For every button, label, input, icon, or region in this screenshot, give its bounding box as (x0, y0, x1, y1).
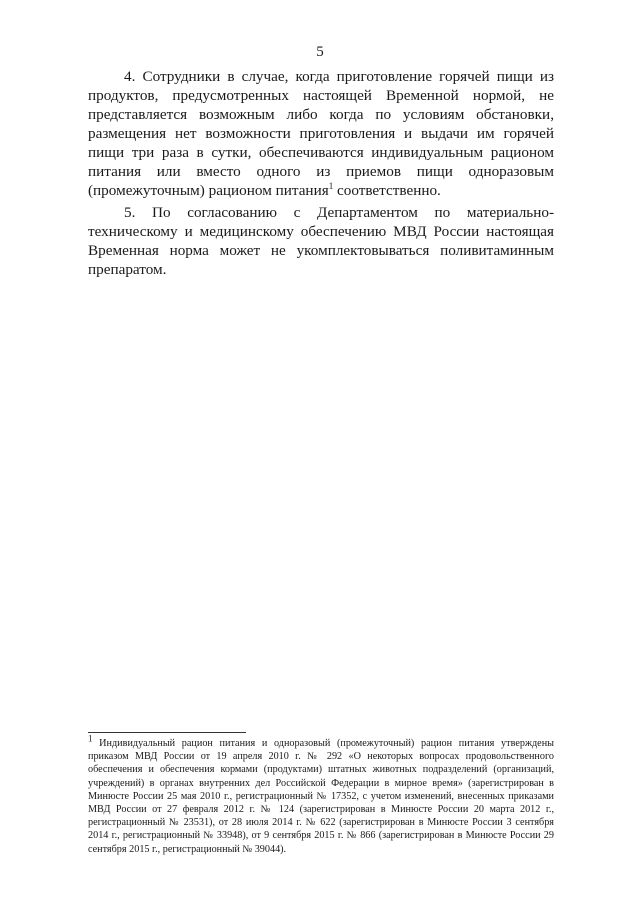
footnote-reference: 1 (328, 180, 334, 191)
footnote (88, 733, 554, 856)
paragraph-4-text: 4. Сотрудники в случае, когда приготовление горячей пищи из продуктов, предусмотренных настоящей Временной нормой, не представляется возможным либо когда по условиям обстановки, размещения нет возможности приготовления и выдачи им горячей пищи три раза в сутки, обеспечиваются индивидуальным рационом питания или вместо одного из приемов пищи одноразовым (промежуточным) рационом питания (88, 68, 554, 199)
page-number: 5 (316, 44, 324, 60)
footnote-marker: 1 (88, 733, 93, 744)
paragraph-4-ending: соответственно. (333, 182, 441, 199)
paragraph-4 (88, 67, 554, 200)
footnote-text: Индивидуальный рацион питания и одноразовый (промежуточный) рацион питания утверждены приказом МВД России от 19 апреля 2010 г. № 292 «О некоторых вопросах продовольственного обеспечения и обеспечения кормами (продуктами) штатных животных подразделений (организаций, учреждений) в органах внутренних дел Российской Федерации в мирное время» (зарегистрирован в Минюсте России 25 мая 2010 г., регистрационный № 17352, с учетом изменений, внесенных приказами МВД России от 27 февраля 2012 г. № 124 (зарегистрирован в Минюсте России 20 марта 2012 г., регистрационный № 23531), от 28 июля 2014 г. № 622 (зарегистрирован в Минюсте России 3 сентября 2014 г., регистрационный № 33948), от 9 сентября 2015 г. № 866 (зарегистрирован в Минюсте России 29 сентября 2015 г., регистрационный № 39044). (88, 738, 554, 855)
paragraph-5: 5. По согласованию с Департаментом по материально-техническому и медицинскому обеспечению МВД России настоящая Временная норма может не укомплектовываться поливитаминным препаратом. (88, 204, 554, 278)
footnote-separator (88, 732, 246, 733)
document-body (88, 67, 554, 279)
